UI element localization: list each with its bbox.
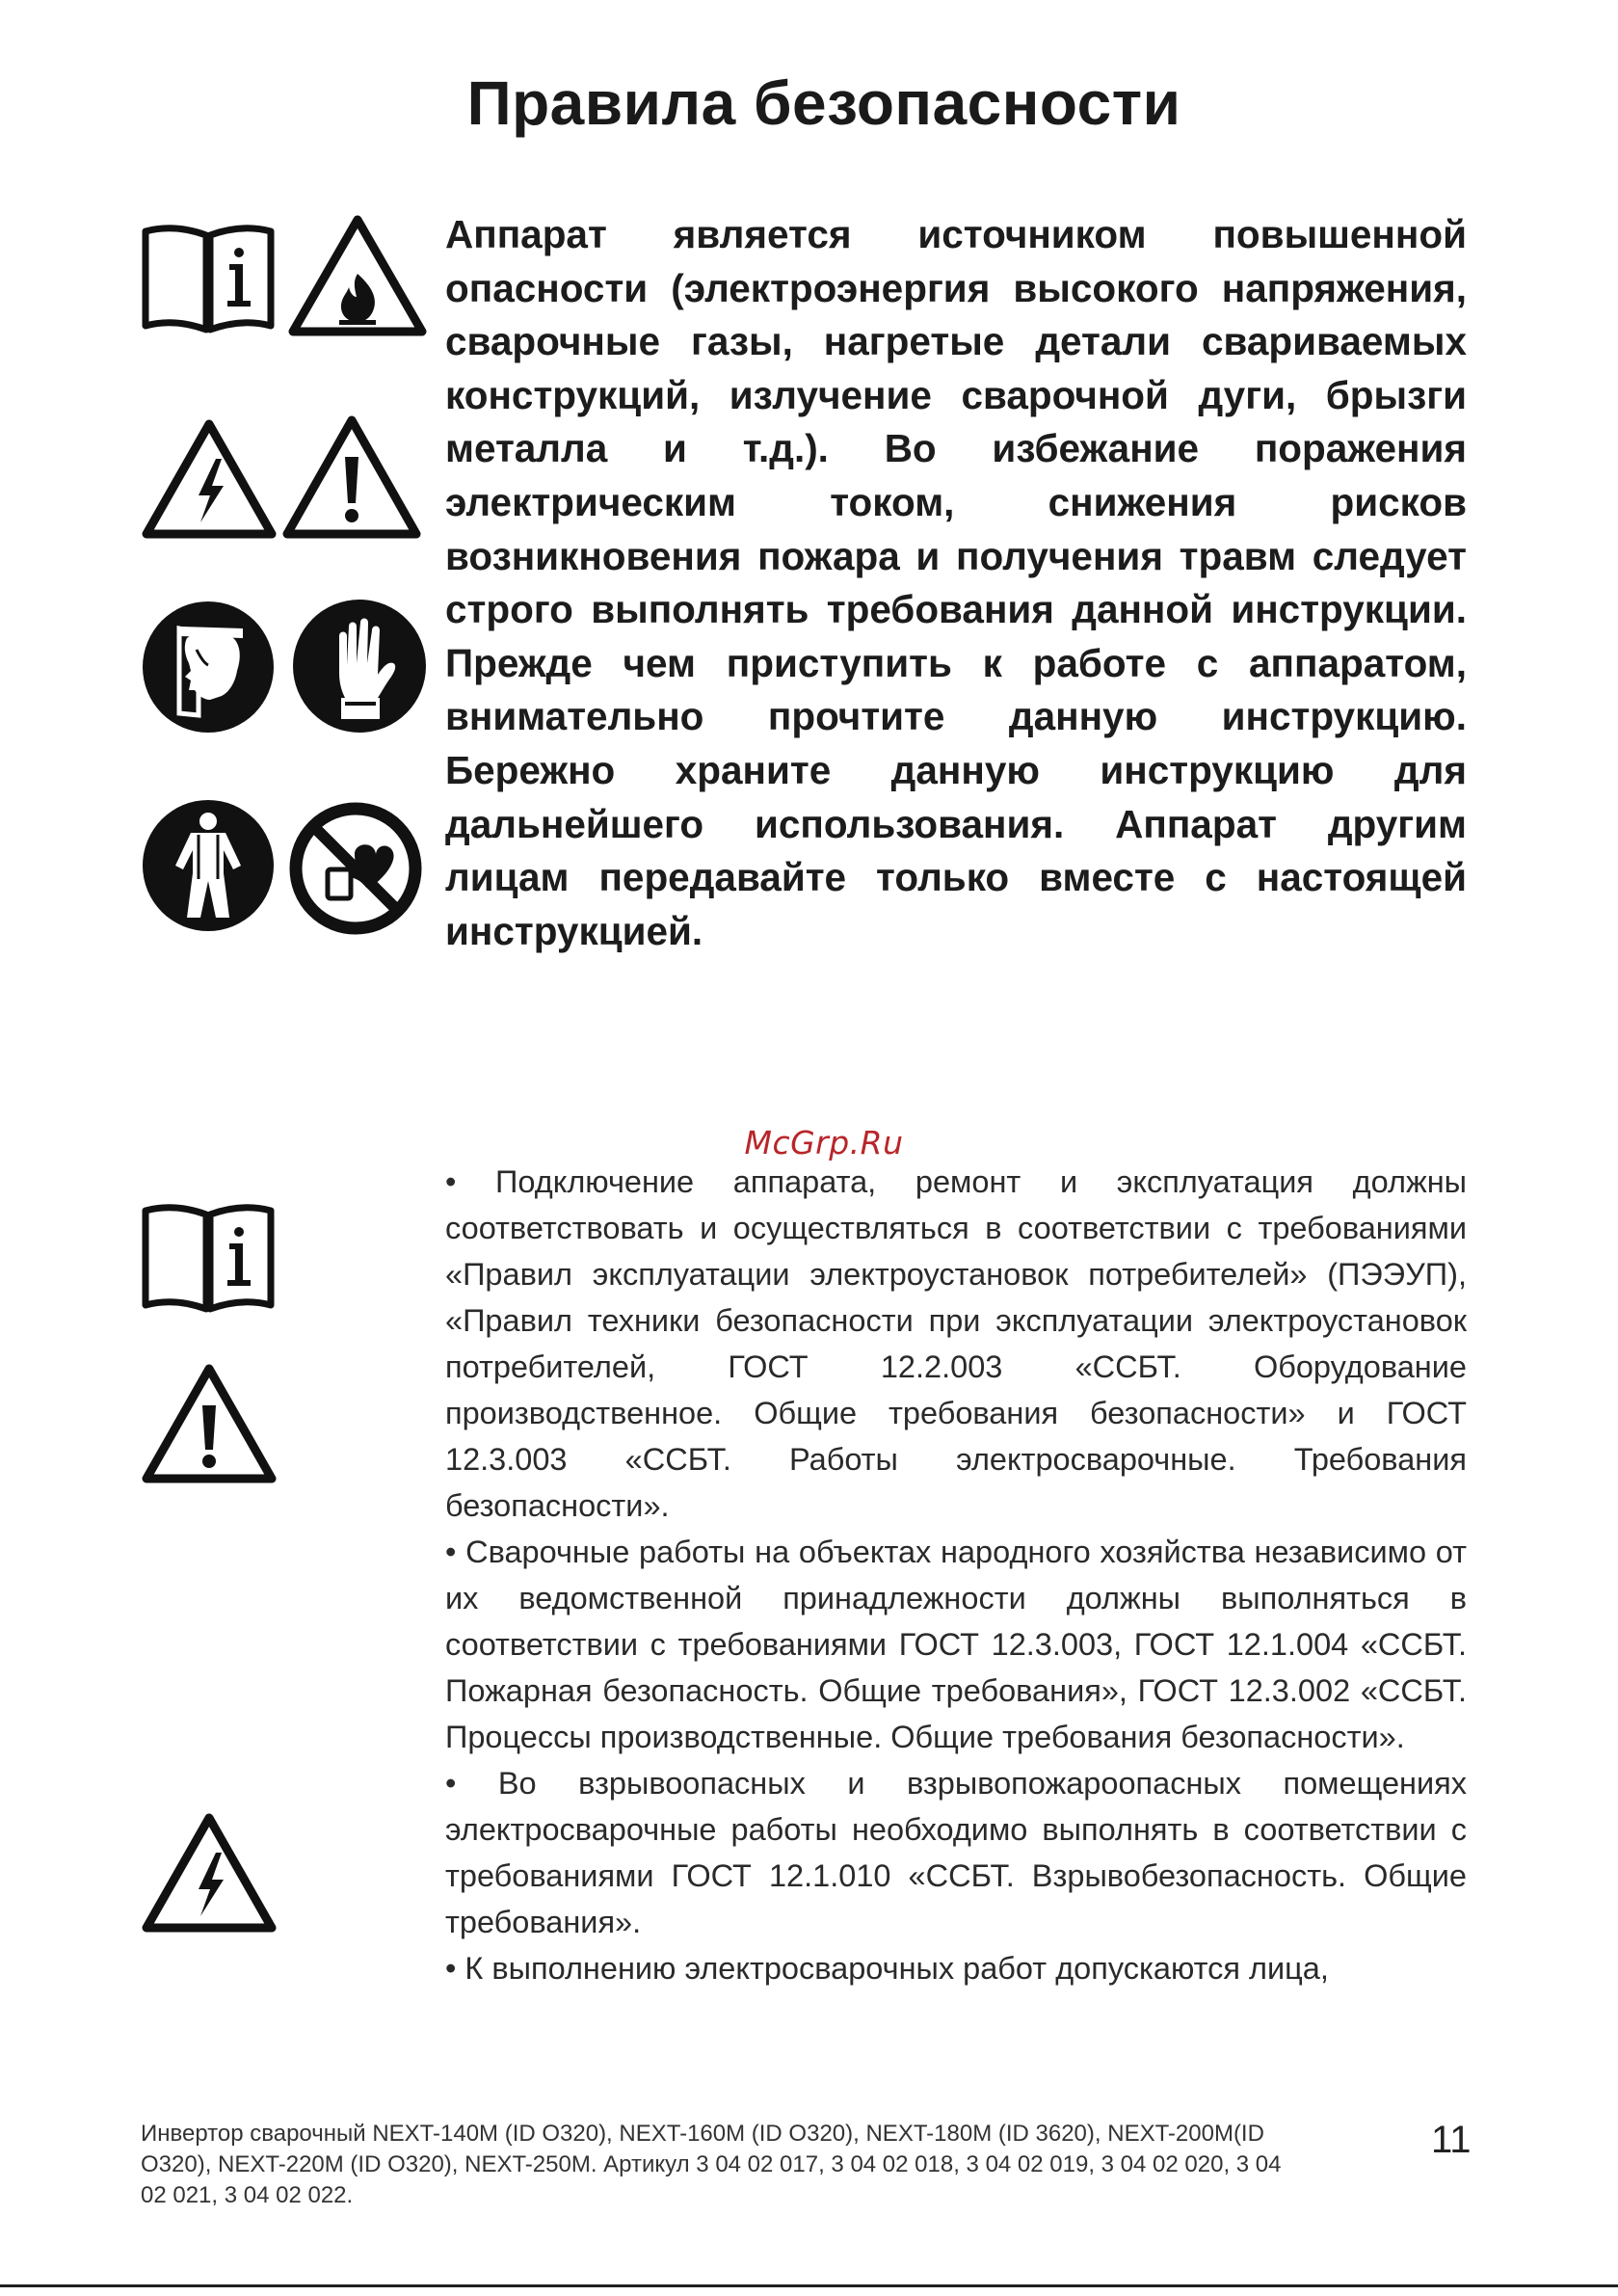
- intro-warning-text: Аппарат является источником повышенной опасности (электроэнергия высокого напряжения, сварочные газы, нагретые детали свариваемых конструкций, излучение сварочной дуги, брызги металла и т.д.). Во избежание поражения электрическим током, снижения рисков возникновения пожара и получения травм следует строго выполнять требования данной инструкции. Прежде чем приступить к работе с аппаратом, внимательно прочтите данную инструкцию. Бережно храните данную инструкцию для дальнейшего использования. Аппарат другим лицам передавайте только вместе с настоящей инструкцией.: [445, 212, 1467, 953]
- electric-hazard-icon: [141, 418, 278, 540]
- face-shield-icon: [141, 600, 276, 734]
- rule-item: • К выполнению электросварочных работ допускаются лица,: [445, 1951, 1329, 1986]
- footer-product-info: Инвертор сварочный NEXT-140M (ID O320), NEXT-160M (ID O320), NEXT-180M (ID 3620), NEXT-200M(ID O320), NEXT-220M (ID O320), NEXT-250M. Артикул 3 04 02 017, 3 04 02 018, 3 04 02 019, 3 04 02 020, 3 04 02 021, 3 04 02 022.: [141, 2121, 1282, 2208]
- manual-info-icon: [141, 222, 276, 335]
- general-warning-icon: [281, 414, 422, 540]
- general-warning-icon: [141, 1363, 278, 1484]
- flammable-warning-icon: [287, 214, 428, 337]
- bottom-divider: [0, 2284, 1618, 2287]
- safety-rules: [445, 1159, 1467, 1991]
- rule-item: • Подключение аппарата, ремонт и эксплуатация должны соответствовать и осуществляться в соответствии с требованиями «Правил эксплуатации электроустановок потребителей» (ПЭЭУП), «Правил техники безопасности при эксплуатации электроустановок потребителей, ГОСТ 12.2.003 «ССБТ. Оборудование производственное. Общие требования безопасности» и ГОСТ 12.3.003 «ССБТ. Работы электросварочные. Требования безопасности».: [445, 1164, 1467, 1523]
- rule-item: • Сварочные работы на объектах народного хозяйства независимо от их ведомственной принадлежности должны выполняться в соответствии с требованиями ГОСТ 12.3.003, ГОСТ 12.1.004 «ССБТ. Пожарная безопасность. Общие требования», ГОСТ 12.3.002 «ССБТ. Процессы производственные. Общие требования безопасности».: [445, 1535, 1467, 1754]
- protective-gloves-icon: [291, 598, 428, 734]
- page-title: Правила безопасности: [466, 68, 1181, 138]
- manual-info-icon: [141, 1201, 276, 1315]
- protective-suit-icon: [141, 798, 276, 933]
- watermark: McGrp.Ru: [744, 1124, 904, 1161]
- page-number: 11: [1431, 2119, 1472, 2161]
- rule-item: • Во взрывоопасных и взрывопожароопасных помещениях электросварочные работы необходимо выполнять в соответствии с требованиями ГОСТ 12.1.010 «ССБТ. Взрывобезопасность. Общие требования».: [445, 1766, 1467, 1939]
- electric-hazard-icon: [141, 1812, 278, 1934]
- no-pacemaker-icon: [287, 800, 424, 937]
